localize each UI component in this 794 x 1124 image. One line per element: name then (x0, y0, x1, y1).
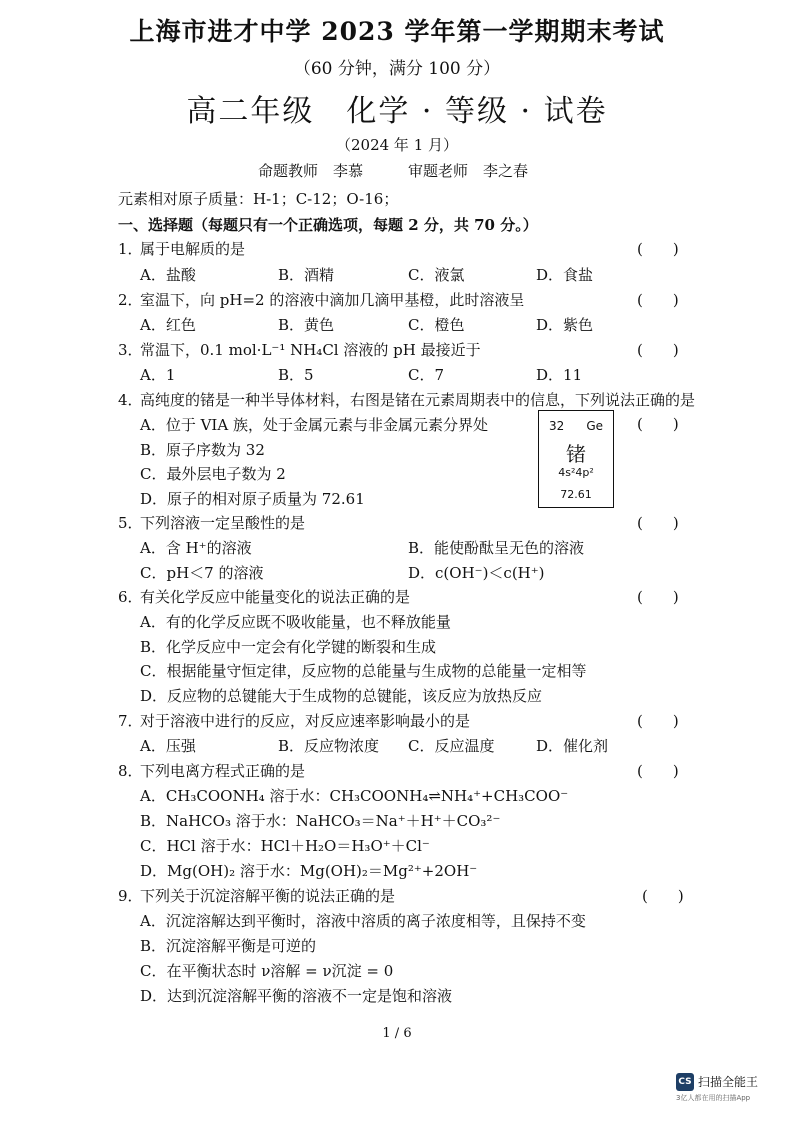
q1-option-c: C．液氯 (408, 266, 465, 284)
q6-option-a: A．有的化学反应既不吸收能量，也不释放能量 (140, 613, 451, 631)
answer-paren-5: ( ) (637, 514, 679, 532)
q8-option-b: B．NaHCO₃ 溶于水：NaHCO₃＝Na⁺＋H⁺＋CO₃²⁻ (140, 812, 501, 830)
q3-option-c: C．7 (408, 366, 445, 384)
exam-date: （2024 年 1 月） (335, 136, 459, 154)
periodic-table-cell-ge (538, 410, 614, 508)
q4-option-b: B．原子序数为 32 (140, 441, 265, 459)
electron-config: 4s²4p² (558, 466, 594, 479)
q2-option-b: B．黄色 (278, 316, 335, 334)
q3-option-d: D．11 (536, 366, 583, 384)
q6-option-b: B．化学反应中一定会有化学键的断裂和生成 (140, 638, 437, 656)
question-1: 1．属于电解质的是 (118, 240, 246, 258)
question-3: 3．常温下，0.1 mol·L⁻¹ NH₄Cl 溶液的 pH 最接近于 (118, 341, 481, 359)
q7-option-c: C．反应温度 (408, 737, 495, 755)
page-number: 1 / 6 (382, 1026, 412, 1041)
q5-option-b: B．能使酚酞呈无色的溶液 (408, 539, 585, 557)
q5-option-c: C．pH＜7 的溶液 (140, 564, 264, 582)
atomic-mass: 72.61 (560, 488, 592, 501)
q7-option-d: D．催化剂 (536, 737, 609, 755)
q9-option-a: A．沉淀溶解达到平衡时，溶液中溶质的离子浓度相等，且保持不变 (140, 912, 586, 930)
q7-option-b: B．反应物浓度 (278, 737, 380, 755)
q6-option-d: D．反应物的总键能大于生成物的总键能，该反应为放热反应 (140, 687, 543, 705)
camscanner-icon: CS (676, 1073, 694, 1091)
q6-option-c: C．根据能量守恒定律，反应物的总能量与生成物的总能量一定相等 (140, 662, 587, 680)
question-2: 2．室温下，向 pH=2 的溶液中滴加几滴甲基橙，此时溶液呈 (118, 291, 525, 309)
atomic-masses: 元素相对原子质量：H-1；C-12；O-16； (118, 190, 399, 208)
q4-option-c: C．最外层电子数为 2 (140, 465, 286, 483)
q8-option-a: A．CH₃COONH₄ 溶于水：CH₃COONH₄⇌NH₄⁺+CH₃COO⁻ (140, 787, 569, 805)
q9-option-b: B．沉淀溶解平衡是可逆的 (140, 937, 317, 955)
answer-paren-3: ( ) (637, 341, 679, 359)
answer-paren-2: ( ) (637, 291, 679, 309)
element-name: 锗 (566, 442, 586, 466)
q3-option-b: B．5 (278, 366, 314, 384)
question-4: 4．高纯度的锗是一种半导体材料，右图是锗在元素周期表中的信息，下列说法正确的是 (118, 391, 696, 409)
question-8: 8．下列电离方程式正确的是 (118, 762, 306, 780)
q2-option-d: D．紫色 (536, 316, 594, 334)
q2-option-c: C．橙色 (408, 316, 465, 334)
q1-option-b: B．酒精 (278, 266, 335, 284)
q9-option-d: D．达到沉淀溶解平衡的溶液不一定是饱和溶液 (140, 987, 453, 1005)
question-7: 7．对于溶液中进行的反应，对反应速率影响最小的是 (118, 712, 471, 730)
answer-paren-1: ( ) (637, 240, 679, 258)
exam-title: 上海市进才中学 2023 学年第一学期期末考试 (129, 17, 665, 46)
q5-option-a: A．含 H⁺的溶液 (140, 539, 252, 557)
q4-option-a: A．位于 VIA 族，处于金属元素与非金属元素分界处 (140, 416, 488, 434)
answer-paren-4: ( ) (637, 415, 679, 433)
q5-option-d: D．c(OH⁻)＜c(H⁺) (408, 564, 545, 582)
q8-option-c: C．HCl 溶于水：HCl＋H₂O＝H₃O⁺＋Cl⁻ (140, 837, 430, 855)
exam-subtitle: 高二年级 化学 · 等级 · 试卷 (186, 94, 608, 129)
answer-paren-9: ( ) (642, 887, 684, 905)
q1-option-d: D．食盐 (536, 266, 594, 284)
exam-duration: （60 分钟，满分 100 分） (293, 59, 501, 79)
exam-staff: 命题教师 李慕 审题老师 李之春 (258, 162, 529, 180)
q7-option-a: A．压强 (140, 737, 196, 755)
question-6: 6．有关化学反应中能量变化的说法正确的是 (118, 588, 411, 606)
q4-option-d: D．原子的相对原子质量为 72.61 (140, 490, 365, 508)
q2-option-a: A．红色 (140, 316, 196, 334)
q1-option-a: A．盐酸 (140, 266, 196, 284)
atomic-number: 32 (549, 419, 565, 433)
element-symbol: Ge (586, 419, 603, 433)
q9-option-c: C．在平衡状态时 ν溶解 = ν沉淀 = 0 (140, 962, 394, 980)
watermark-tagline: 3亿人都在用的扫描App (676, 1094, 751, 1102)
answer-paren-7: ( ) (637, 712, 679, 730)
watermark-name: 扫描全能王 (698, 1075, 759, 1089)
question-5: 5．下列溶液一定呈酸性的是 (118, 514, 306, 532)
q3-option-a: A．1 (140, 366, 176, 384)
question-9: 9．下列关于沉淀溶解平衡的说法正确的是 (118, 887, 396, 905)
answer-paren-8: ( ) (637, 762, 679, 780)
section-title: 一、选择题（每题只有一个正确选项，每题 2 分，共 70 分。） (118, 216, 538, 234)
answer-paren-6: ( ) (637, 588, 679, 606)
q8-option-d: D．Mg(OH)₂ 溶于水：Mg(OH)₂＝Mg²⁺+2OH⁻ (140, 862, 478, 880)
